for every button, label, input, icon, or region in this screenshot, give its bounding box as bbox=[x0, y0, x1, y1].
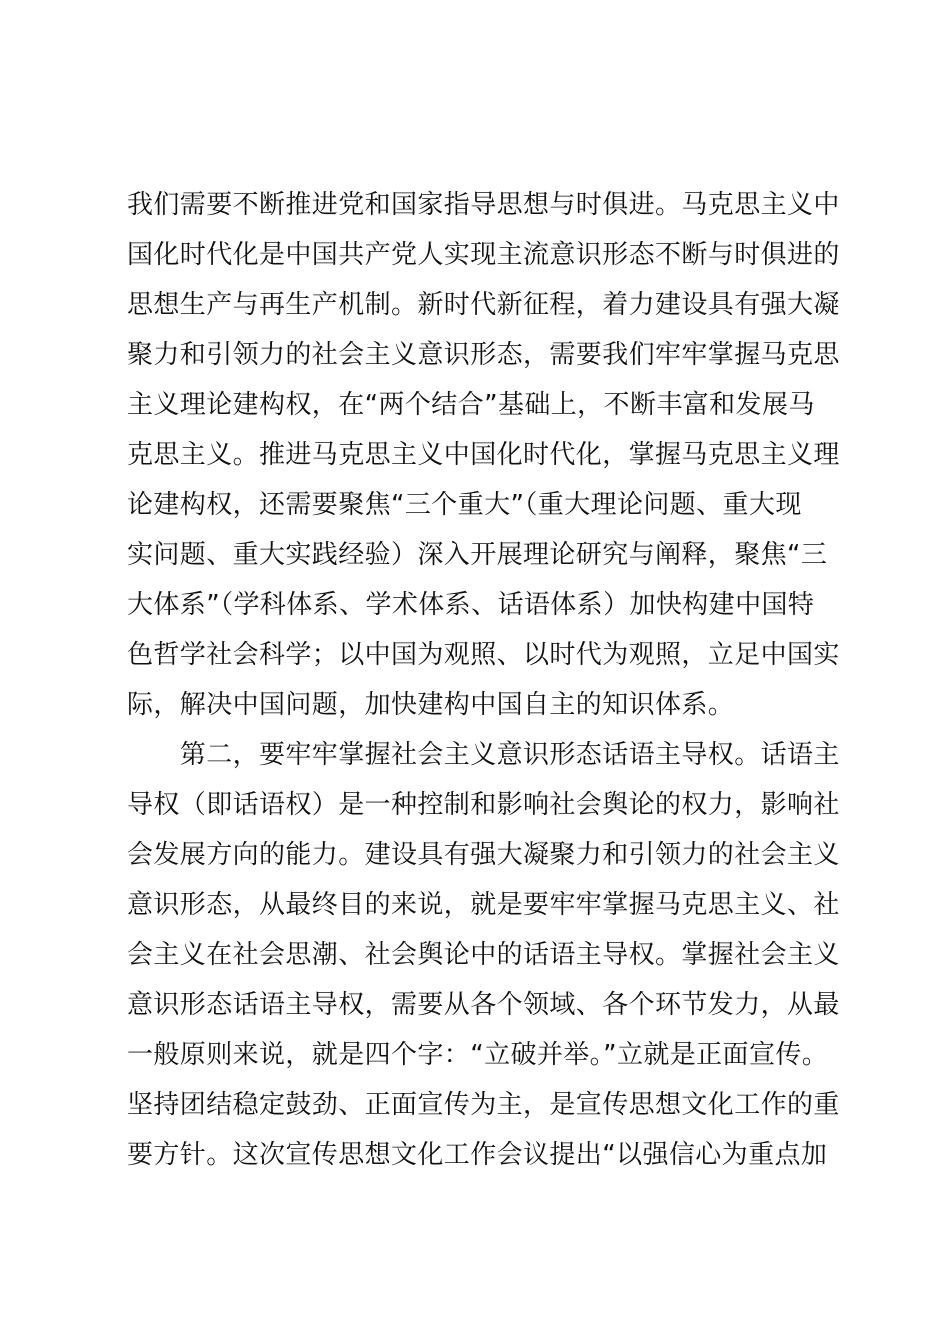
text-line: 主义理论建构权，在“两个结合”基础上，不断丰富和发展马 bbox=[127, 390, 815, 420]
text-line: 坚持团结稳定鼓劲、正面宣传为主，是宣传思想文化工作的重 bbox=[127, 1090, 840, 1120]
text-line: 论建构权，还需要聚焦“三个重大”（重大理论问题、重大现 bbox=[127, 490, 802, 520]
body-text bbox=[127, 180, 847, 1180]
text-line: 克思主义。推进马克思主义中国化时代化，掌握马克思主义理 bbox=[127, 440, 840, 470]
text-line: 我们需要不断推进党和国家指导思想与时俱进。马克思主义中 bbox=[127, 190, 840, 220]
text-line: 际，解决中国问题，加快建构中国自主的知识体系。 bbox=[127, 690, 735, 720]
text-line: 国化时代化是中国共产党人实现主流意识形态不断与时俱进的 bbox=[127, 240, 840, 270]
text-line: 意识形态话语主导权，需要从各个领域、各个环节发力，从最 bbox=[127, 990, 840, 1020]
paragraph-start-line: 第二，要牢牢掌握社会主义意识形态话语主导权。话语主 bbox=[127, 740, 840, 770]
text-line: 一般原则来说，就是四个字：“立破并举。”立就是正面宣传。 bbox=[127, 1040, 829, 1070]
text-line: 思想生产与再生产机制。新时代新征程，着力建设具有强大凝 bbox=[127, 290, 840, 320]
text-line: 要方针。这次宣传思想文化工作会议提出“以强信心为重点加 bbox=[127, 1140, 828, 1170]
text-line: 色哲学社会科学；以中国为观照、以时代为观照，立足中国实 bbox=[127, 640, 840, 670]
text-line: 大体系”（学科体系、学术体系、话语体系）加快构建中国特 bbox=[127, 590, 815, 620]
text-line: 实问题、重大实践经验）深入开展理论研究与阐释，聚焦“三 bbox=[127, 540, 828, 570]
text-line: 会主义在社会思潮、社会舆论中的话语主导权。掌握社会主义 bbox=[127, 940, 840, 970]
text-line: 意识形态，从最终目的来说，就是要牢牢掌握马克思主义、社 bbox=[127, 890, 840, 920]
text-line: 导权（即话语权）是一种控制和影响社会舆论的权力，影响社 bbox=[127, 790, 840, 820]
text-line: 聚力和引领力的社会主义意识形态，需要我们牢牢掌握马克思 bbox=[127, 340, 840, 370]
text-line: 会发展方向的能力。建设具有强大凝聚力和引领力的社会主义 bbox=[127, 840, 840, 870]
